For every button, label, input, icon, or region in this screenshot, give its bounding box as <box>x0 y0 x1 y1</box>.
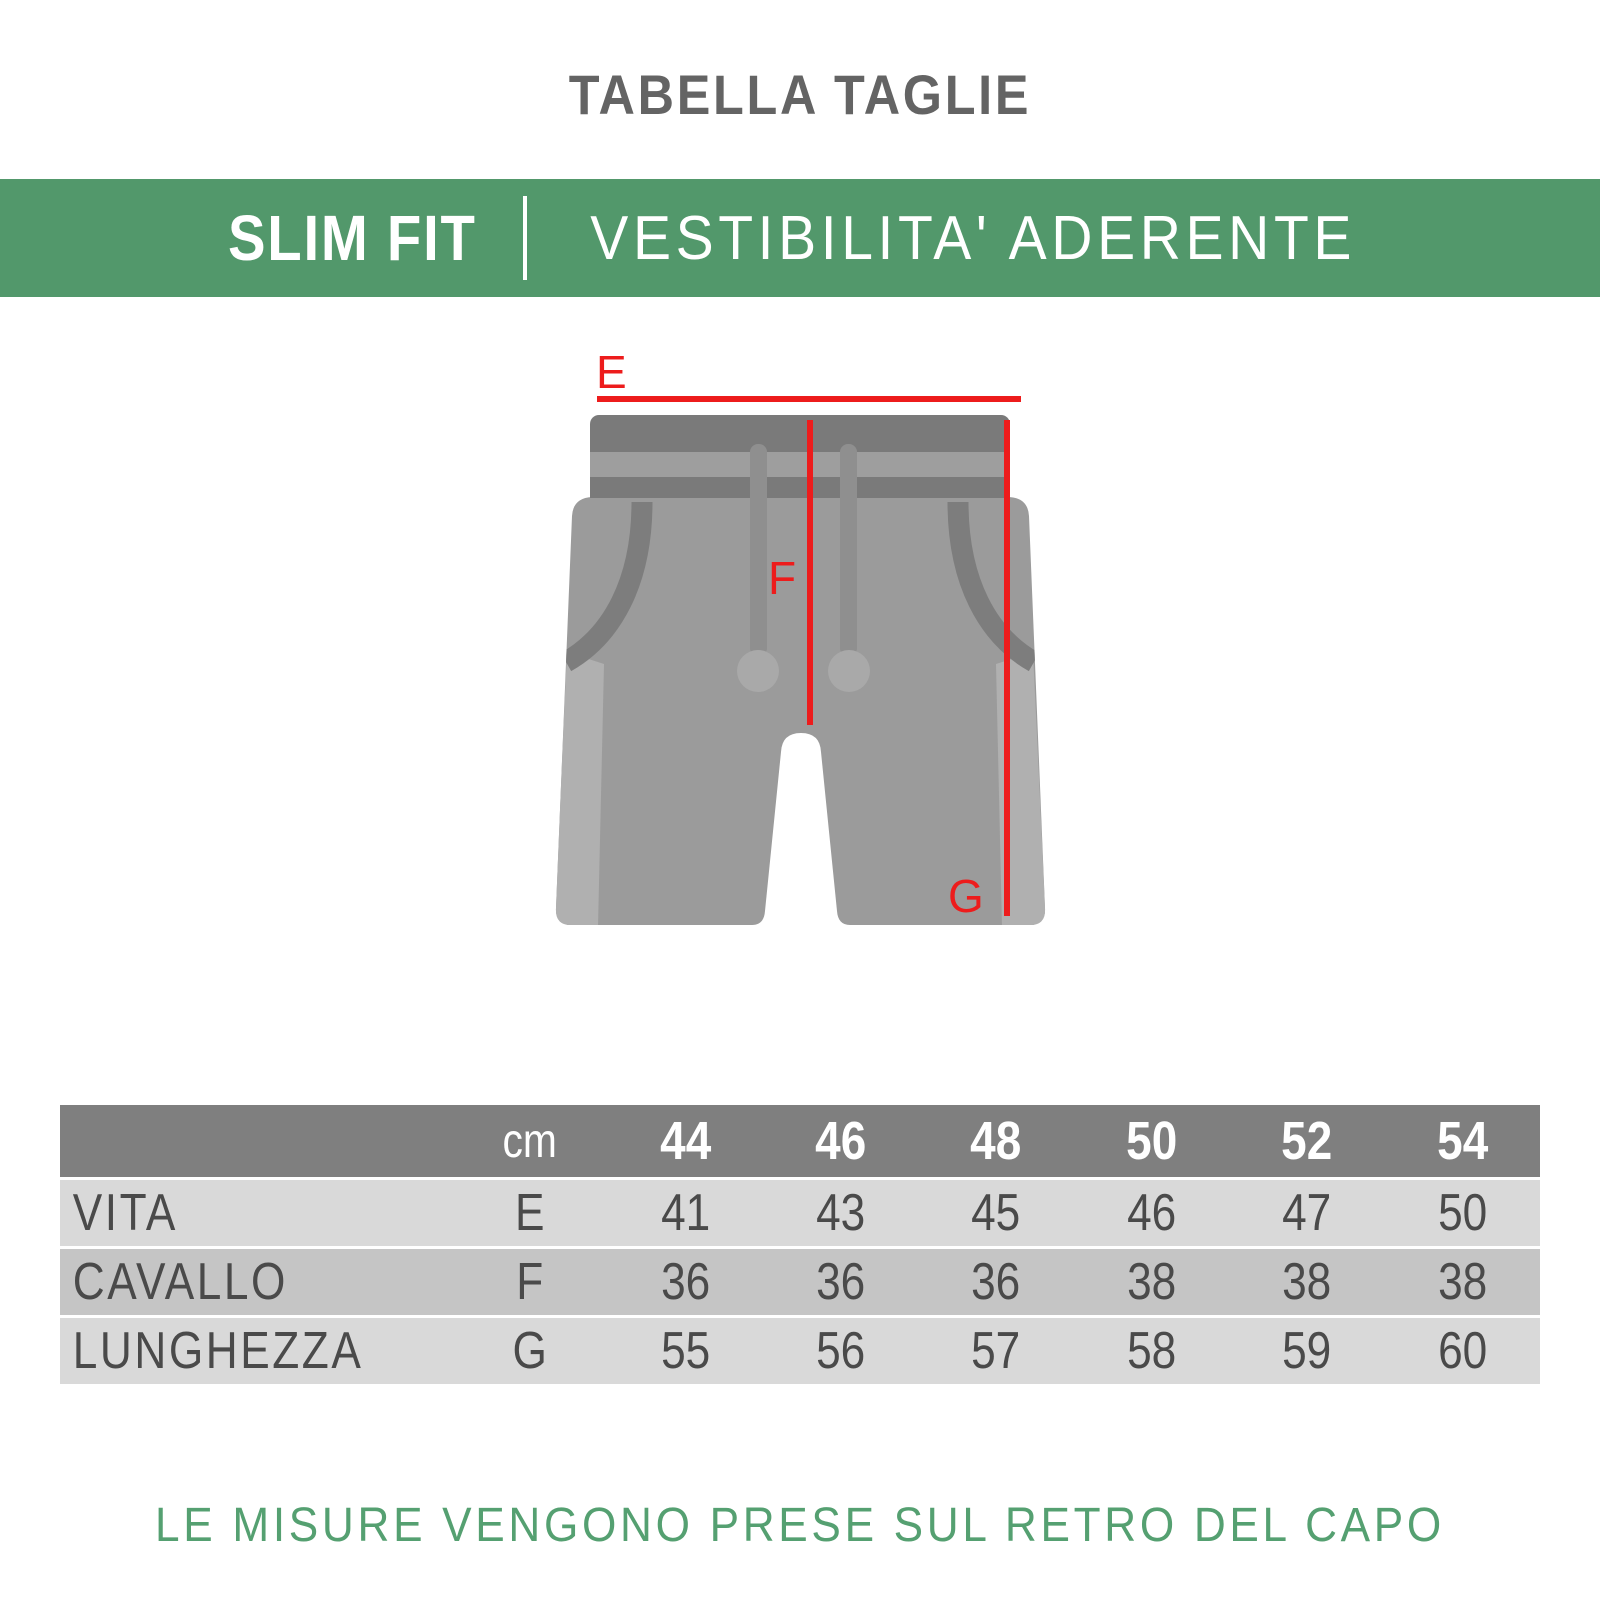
measure-value: 50 <box>1437 1184 1487 1242</box>
measure-letter: G <box>512 1322 548 1380</box>
measure-name: CAVALLO <box>72 1253 288 1311</box>
fit-label: SLIM FIT <box>227 202 477 274</box>
measure-value: 38 <box>1282 1253 1332 1311</box>
measure-value: 57 <box>971 1322 1021 1380</box>
measure-letter: E <box>515 1184 545 1242</box>
size-header: 54 <box>1436 1111 1488 1171</box>
left-drawstring <box>750 444 767 656</box>
measure-value: 58 <box>1126 1322 1177 1380</box>
measure-value: 38 <box>1126 1253 1177 1311</box>
banner-separator <box>523 196 527 280</box>
fit-banner <box>0 179 1600 297</box>
left-drawstring-tip <box>737 650 779 692</box>
size-header: 48 <box>970 1111 1022 1171</box>
waistband-bottom <box>590 477 1010 498</box>
shorts-measurement-diagram <box>540 352 1060 974</box>
measure-value: 60 <box>1437 1322 1487 1380</box>
measure-value: 56 <box>816 1322 866 1380</box>
size-header: 44 <box>659 1111 711 1171</box>
measure-line-crotch <box>807 420 813 725</box>
measure-name: LUNGHEZZA <box>72 1322 364 1380</box>
measure-value: 45 <box>971 1184 1021 1242</box>
measure-value: 43 <box>816 1184 866 1242</box>
table-row-cavallo <box>60 1249 1540 1315</box>
measure-value: 36 <box>660 1253 710 1311</box>
measure-label-g: G <box>948 870 984 922</box>
measure-value: 36 <box>816 1253 866 1311</box>
size-header: 46 <box>815 1111 867 1171</box>
measure-line-length <box>1004 420 1010 916</box>
measure-name: VITA <box>72 1184 178 1242</box>
measure-value: 59 <box>1282 1322 1332 1380</box>
left-leg-highlight <box>554 652 604 927</box>
size-table-header-row <box>60 1105 1540 1177</box>
right-drawstring <box>840 444 857 656</box>
waistband-stripe <box>590 452 1010 477</box>
measure-value: 55 <box>660 1322 710 1380</box>
measure-value: 38 <box>1437 1253 1487 1311</box>
fit-description: VESTIBILITA' ADERENTE <box>590 203 1357 273</box>
measure-line-waist <box>597 396 1021 402</box>
size-table <box>60 1105 1540 1387</box>
table-row-vita <box>60 1180 1540 1246</box>
measure-value: 36 <box>971 1253 1021 1311</box>
measurement-note: LE MISURE VENGONO PRESE SUL RETRO DEL CAPO <box>155 1499 1445 1552</box>
measure-label-e: E <box>596 352 627 398</box>
measure-label-f: F <box>768 552 797 604</box>
size-header: 50 <box>1125 1111 1177 1171</box>
shorts-illustration <box>540 352 1060 974</box>
right-drawstring-tip <box>828 650 870 692</box>
table-row-lunghezza <box>60 1318 1540 1384</box>
right-leg-highlight <box>996 652 1046 927</box>
measure-value: 47 <box>1282 1184 1332 1242</box>
unit-header: cm <box>502 1114 558 1168</box>
measure-value: 41 <box>660 1184 710 1242</box>
size-header: 52 <box>1281 1111 1333 1171</box>
page-title: TABELLA TAGLIE <box>568 63 1032 126</box>
measure-value: 46 <box>1126 1184 1177 1242</box>
measure-letter: F <box>516 1253 544 1311</box>
